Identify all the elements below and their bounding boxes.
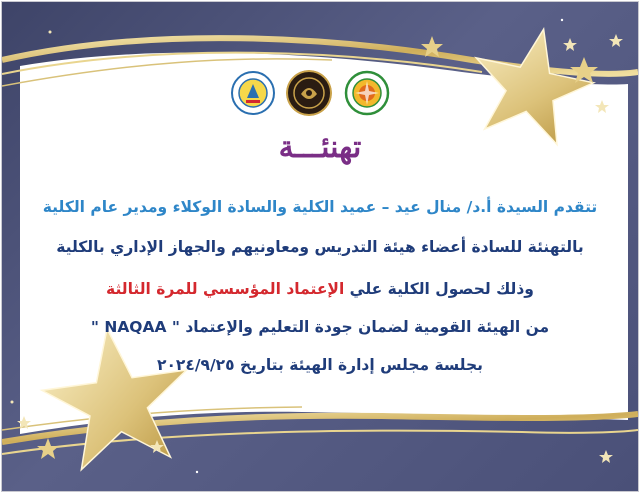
accreditation-highlight: الإعتماد المؤسسي للمرة الثالثة (106, 280, 345, 298)
text-line-dean: تتقدم السيدة أ.د/ منال عيد – عميد الكلية والسادة الوكلاء ومدير عام الكلية (42, 198, 598, 216)
small-star (563, 38, 577, 51)
text-line-accreditation (42, 280, 598, 298)
institution-seal-icon (344, 70, 390, 116)
text-line-staff: بالتهنئة للسادة أعضاء هيئة التدريس ومعاونيهم والجهاز الإداري بالكلية (56, 238, 584, 256)
small-star (37, 438, 59, 459)
college-emblem-icon (286, 70, 332, 116)
small-star (599, 450, 613, 463)
university-seal-icon (230, 70, 276, 116)
congratulation-card (2, 2, 638, 491)
sparkle (11, 401, 14, 404)
sparkle (49, 31, 52, 34)
congratulation-title: تهنئـــة (278, 130, 362, 165)
text-line-naqaa: من الهيئة القومية لضمان جودة التعليم والإعتماد " NAQAA " (90, 318, 550, 336)
sparkle (561, 19, 563, 21)
text-line-accreditation-prefix: وذلك لحصول الكلية علي (344, 280, 534, 298)
sparkle (196, 471, 198, 473)
logos-row (2, 70, 638, 120)
small-star (609, 34, 623, 47)
text-line-date: بجلسة مجلس إدارة الهيئة بتاريخ ٢٠٢٤/٩/٢٥ (157, 356, 483, 374)
